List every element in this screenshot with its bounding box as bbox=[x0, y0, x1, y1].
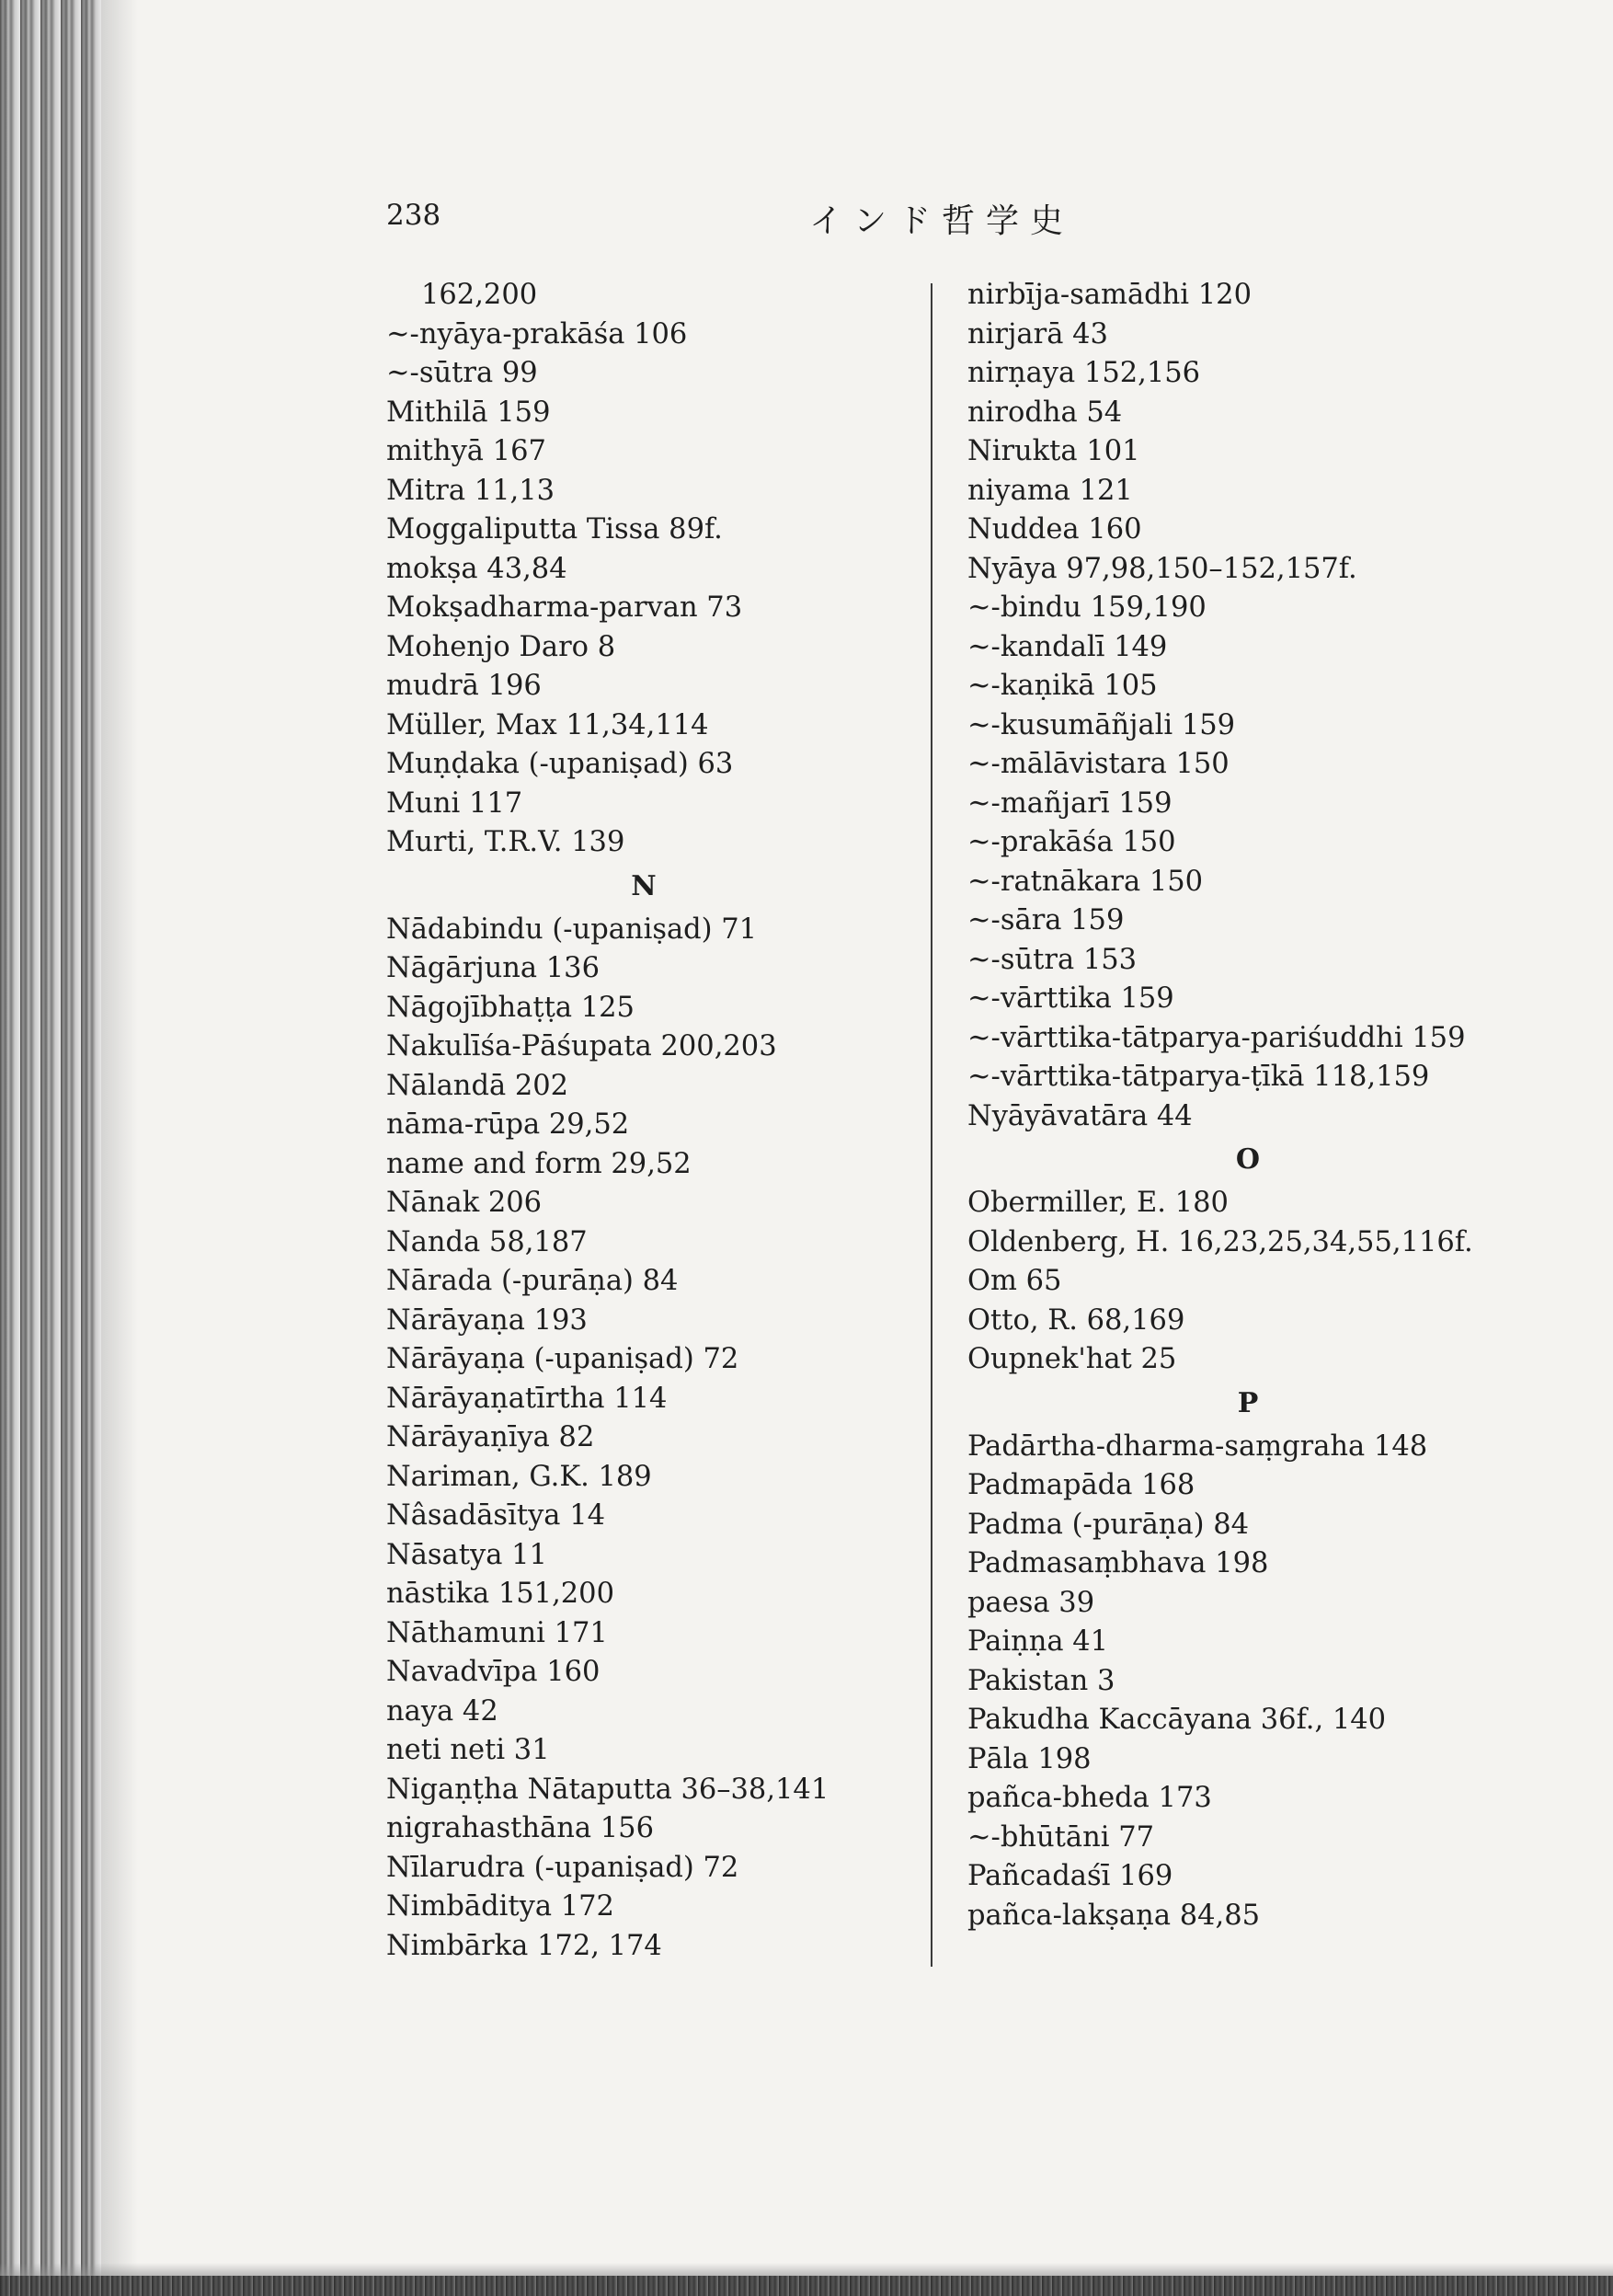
index-entry: Padma (-purāṇa) 84 bbox=[967, 1508, 1250, 1541]
index-entry: ~-ratnākara 150 bbox=[967, 865, 1204, 898]
index-entry: ~-sūtra 99 bbox=[386, 357, 538, 389]
index-entry: ~-bhūtāni 77 bbox=[967, 1820, 1155, 1854]
index-entry: Pāla 198 bbox=[967, 1742, 1092, 1775]
section-heading: N bbox=[631, 869, 657, 902]
index-entry: Pañcadaśī 169 bbox=[967, 1860, 1173, 1892]
index-column-left bbox=[386, 276, 901, 1966]
index-entry: Mithilā 159 bbox=[386, 396, 551, 429]
section-heading: P bbox=[1237, 1386, 1259, 1419]
index-entry: ~-vārttika-tātparya-ṭīkā 118,159 bbox=[967, 1061, 1430, 1093]
index-entry: Mokṣadharma-parvan 73 bbox=[386, 591, 743, 624]
index-entry: Nārada (-purāṇa) 84 bbox=[386, 1265, 679, 1297]
index-entry: mokṣa 43,84 bbox=[386, 552, 567, 585]
index-entry: Om 65 bbox=[967, 1265, 1062, 1297]
index-entry: neti neti 31 bbox=[386, 1734, 550, 1766]
index-entry: Muni 117 bbox=[386, 786, 523, 820]
index-entry: Murti, T.R.V. 139 bbox=[386, 826, 625, 858]
index-entry: nirbīja-samādhi 120 bbox=[967, 279, 1252, 311]
index-entry: ~-mañjarī 159 bbox=[967, 786, 1173, 820]
index-entry: Muṇḍaka (-upaniṣad) 63 bbox=[386, 748, 734, 780]
index-entry: Nuddea 160 bbox=[967, 513, 1142, 545]
index-entry: ~-vārttika-tātparya-pariśuddhi 159 bbox=[967, 1021, 1466, 1054]
index-entry: pañca-lakṣaṇa 84,85 bbox=[967, 1899, 1261, 1932]
index-entry: Padmapāda 168 bbox=[967, 1469, 1195, 1501]
page-number: 238 bbox=[386, 199, 441, 232]
index-entry: Padmasaṃbhava 198 bbox=[967, 1547, 1269, 1579]
index-entry: Nīlarudra (-upaniṣad) 72 bbox=[386, 1851, 739, 1884]
index-entry: Nanda 58,187 bbox=[386, 1225, 588, 1258]
index-entry: naya 42 bbox=[386, 1694, 498, 1728]
index-entry: nirodha 54 bbox=[967, 396, 1123, 429]
index-entry: ~-prakāśa 150 bbox=[967, 826, 1176, 858]
index-entry: Otto, R. 68,169 bbox=[967, 1303, 1185, 1337]
index-column-right bbox=[967, 276, 1556, 1935]
index-entry: Nâsadāsītya 14 bbox=[386, 1499, 605, 1532]
index-entry: Oldenberg, H. 16,23,25,34,55,116f. bbox=[967, 1225, 1473, 1258]
index-entry: Nārāyaṇa (-upaniṣad) 72 bbox=[386, 1343, 739, 1375]
index-entry: ~-nyāya-prakāśa 106 bbox=[386, 317, 688, 350]
index-entry: Nyāyāvatāra 44 bbox=[967, 1099, 1193, 1132]
index-entry: Nyāya 97,98,150–152,157f. bbox=[967, 552, 1357, 585]
index-entry: Pakistan 3 bbox=[967, 1664, 1115, 1697]
index-entry: Nimbāditya 172 bbox=[386, 1890, 614, 1923]
index-entry: ~-kandalī 149 bbox=[967, 630, 1168, 663]
index-entry: name and form 29,52 bbox=[386, 1147, 692, 1180]
index-entry: Nārāyaṇa 193 bbox=[386, 1303, 588, 1337]
index-entry: Nādabindu (-upaniṣad) 71 bbox=[386, 913, 758, 946]
index-entry: Nāsatya 11 bbox=[386, 1538, 547, 1571]
index-entry: ~-vārttika 159 bbox=[967, 982, 1174, 1015]
index-entry: Nāgārjuna 136 bbox=[386, 952, 600, 984]
index-entry: nigrahasthāna 156 bbox=[386, 1812, 654, 1844]
index-entry: ~-mālāvistara 150 bbox=[967, 748, 1230, 780]
index-entry: Mitra 11,13 bbox=[386, 474, 555, 507]
index-entry: Nakulīśa-Pāśupata 200,203 bbox=[386, 1030, 777, 1062]
index-entry: Nālandā 202 bbox=[386, 1069, 569, 1102]
index-entry: Nānak 206 bbox=[386, 1187, 543, 1219]
index-entry: Navadvīpa 160 bbox=[386, 1656, 601, 1688]
index-entry: Nariman, G.K. 189 bbox=[386, 1460, 652, 1493]
index-entry: Nimbārka 172, 174 bbox=[386, 1929, 662, 1962]
index-entry: Nāthamuni 171 bbox=[386, 1616, 608, 1649]
index-entry: nāma-rūpa 29,52 bbox=[386, 1108, 630, 1141]
scan-binding-edge bbox=[0, 0, 101, 2296]
index-entry: ~-bindu 159,190 bbox=[967, 591, 1207, 624]
index-entry: ~-sāra 159 bbox=[967, 904, 1125, 936]
column-divider bbox=[931, 283, 932, 1967]
index-entry: niyama 121 bbox=[967, 474, 1133, 507]
index-entry: Nigaṇṭha Nātaputta 36–38,141 bbox=[386, 1773, 829, 1806]
index-entry: ~-kaṇikā 105 bbox=[967, 670, 1158, 702]
index-entry: Nārāyaṇatīrtha 114 bbox=[386, 1382, 668, 1415]
index-entry: 162,200 bbox=[421, 279, 538, 311]
scan-bottom-edge bbox=[0, 2276, 1613, 2296]
index-entry: Paiṇṇa 41 bbox=[967, 1625, 1109, 1658]
index-entry: Nārāyaṇīya 82 bbox=[386, 1421, 595, 1453]
index-entry: nāstika 151,200 bbox=[386, 1578, 614, 1610]
running-head: インド哲学史 bbox=[809, 202, 1075, 240]
index-entry: Pakudha Kaccāyana 36f., 140 bbox=[967, 1704, 1387, 1736]
index-entry: Oupnek'hat 25 bbox=[967, 1343, 1177, 1375]
index-entry: Moggaliputta Tissa 89f. bbox=[386, 513, 723, 545]
index-entry: nirṇaya 152,156 bbox=[967, 357, 1201, 389]
index-entry: Müller, Max 11,34,114 bbox=[386, 708, 709, 741]
index-entry: Padārtha-dharma-saṃgraha 148 bbox=[967, 1429, 1428, 1463]
index-entry: Nāgojībhaṭṭa 125 bbox=[386, 991, 635, 1024]
index-entry: Mohenjo Daro 8 bbox=[386, 630, 616, 663]
index-entry: Nirukta 101 bbox=[967, 435, 1140, 467]
index-entry: paesa 39 bbox=[967, 1586, 1095, 1619]
index-entry: ~-kusumāñjali 159 bbox=[967, 708, 1236, 741]
index-entry: mithyā 167 bbox=[386, 435, 546, 467]
index-entry: mudrā 196 bbox=[386, 670, 542, 702]
index-entry: ~-sūtra 153 bbox=[967, 943, 1138, 976]
index-entry: Obermiller, E. 180 bbox=[967, 1187, 1229, 1219]
index-entry: nirjarā 43 bbox=[967, 317, 1108, 350]
section-heading: O bbox=[1235, 1143, 1261, 1176]
index-entry: pañca-bheda 173 bbox=[967, 1782, 1212, 1814]
